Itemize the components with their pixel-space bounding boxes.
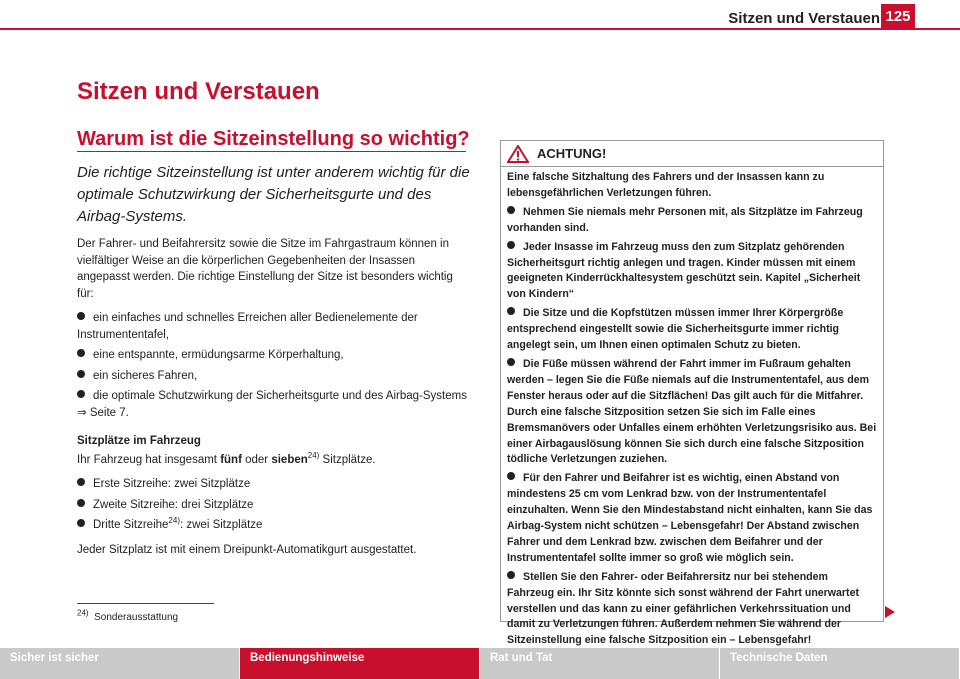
bullet-icon: [77, 478, 85, 486]
next-page-arrow-icon[interactable]: [885, 606, 895, 618]
bullet-icon: [507, 241, 515, 249]
section-rule: [77, 151, 466, 152]
list-item: eine entspannte, ermüdungsarme Körperhaltung,: [77, 347, 471, 364]
section-intro: Die richtige Sitzeinstellung ist unter anderem wichtig für die optimale Schutzwirkung der Sicherheitsgurte und des Airbag-Systems.: [77, 164, 470, 225]
seats-text: Ihr Fahrzeug hat insgesamt fünf oder sieben$^{24)}$ Sitzplätze.: [77, 450, 376, 466]
list-item: ein sicheres Fahren,: [77, 368, 471, 385]
header-rule: [0, 28, 960, 30]
list-item: Zweite Sitzreihe: drei Sitzplätze: [77, 497, 471, 514]
footnote-rule: [77, 603, 214, 604]
warning-item: Die Sitze und die Kopfstützen müssen immer Ihrer Körpergröße entsprechend eingestellt sowie die Sicherheitsgurte immer richtig angelegt sein, um Ihnen einen optimalen Schutz zu bieten.: [507, 307, 844, 352]
bullet-icon: [77, 349, 85, 357]
warning-box: [500, 140, 884, 647]
chapter-title: Sitzen und Verstauen: [77, 78, 320, 105]
section-title: Warum ist die Sitzeinstellung so wichtig?: [77, 128, 470, 150]
list-item: Erste Sitzreihe: zwei Sitzplätze: [77, 476, 471, 493]
warning-item: Die Füße müssen während der Fahrt immer im Fußraum gehalten werden – legen Sie die Füße niemals auf die Instrumententafel, aus dem Fenster heraus oder auf die Sitzflächen! Das gilt auch für die Mitfahrer. Durch eine falsche Sitzposition setzen Sie sich im Falle eines Bremsmanövers oder Unfalles einem erhöhten Verletzungsrisiko aus. Bei einer Airbagauslösung können Sie sich durch eine falsche Sitzposition tödliche Verletzungen zuziehen.: [507, 357, 877, 466]
bullet-icon: [507, 571, 515, 579]
warning-item: Für den Fahrer und Beifahrer ist es wichtig, einen Abstand von mindestens 25 cm vom Lenkrad bzw. von der Instrumententafel einzuhalten. Wenn Sie den Mindestabstand nicht einhalten, kann Sie das Airbag-System nicht schützen – Lebensgefahr! Der Abstand zwischen Fahrer und dem Lenkrad bzw. zwischen dem Beifahrer und der Instrumententafel sollte immer so groß wie möglich sein.: [507, 472, 873, 564]
warning-item: Jeder Insasse im Fahrzeug muss den zum Sitzplatz gehörenden Sicherheitsgurt richtig anlegen und tragen. Kinder müssen mit einem geeigneten Kinderrückhaltesystem geschützt sein. Kapitel „Sicherheit von Kindern“: [507, 240, 861, 301]
warning-header: [501, 141, 883, 167]
footer-tab-sicher[interactable]: Sicher ist sicher: [0, 648, 240, 679]
bullet-icon: [77, 370, 85, 378]
warning-intro: Eine falsche Sitzhaltung des Fahrers und der Insassen kann zu lebensgefährlichen Verletzungen führen.: [507, 171, 825, 199]
body-text: [77, 236, 471, 566]
body-intro: Der Fahrer- und Beifahrersitz sowie die Sitze im Fahrgastraum können in vielfältiger Weise an die körperlichen Gegebenheiten der Insassen angepasst werden. Die richtige Einstellung der Sitze ist besonders wichtig für:: [77, 238, 453, 300]
bullet-icon: [77, 312, 85, 320]
list-item: die optimale Schutzwirkung der Sicherheitsgurte und des Airbag-Systems ⇒ Seite 7.: [77, 390, 467, 419]
footnote-mark: 24): [307, 450, 320, 460]
warning-triangle-icon: [507, 145, 529, 163]
footer-tab-rat-und-tat[interactable]: Rat und Tat: [480, 648, 720, 679]
closing-text: Jeder Sitzplatz ist mit einem Dreipunkt-Automatikgurt ausgestattet.: [77, 543, 417, 556]
list-item: Dritte Sitzreihe$^{24)}$: zwei Sitzplätze: [77, 517, 471, 534]
footer-tab-bedienungshinweise[interactable]: Bedienungshinweise: [240, 648, 480, 679]
bullet-icon: [507, 206, 515, 214]
bullet-icon: [507, 358, 515, 366]
warning-item: Stellen Sie den Fahrer- oder Beifahrersitz nur bei stehendem Fahrzeug ein. Ihr Sitz könnte sich sonst während der Fahrt unerwartet verstellen und das kann zu einer gefährlichen Verkehrssituation und damit zu Verletzungen führen. Außerdem nehmen Sie während der Sitzeinstellung eine falsche Sitzposition ein – Lebensgefahr!: [507, 570, 860, 647]
bullet-icon: [507, 472, 515, 480]
footnote-mark: 24): [168, 516, 180, 526]
warning-body: [501, 167, 883, 649]
page-reference-link[interactable]: ⇒ Seite 7.: [77, 406, 129, 419]
bullet-icon: [77, 499, 85, 507]
footer-nav: [0, 648, 960, 679]
running-header-title: Sitzen und Verstauen: [728, 10, 880, 27]
footnote: $^{24)}$ Sonderausstattung: [77, 608, 179, 623]
bullet-icon: [77, 519, 85, 527]
page-number: 125: [881, 4, 915, 28]
bullet-icon: [507, 307, 515, 315]
warning-label: ACHTUNG!: [537, 146, 607, 161]
warning-item: Nehmen Sie niemals mehr Personen mit, als Sitzplätze im Fahrzeug vorhanden sind.: [507, 205, 863, 234]
footer-tab-technische-daten[interactable]: Technische Daten: [720, 648, 960, 679]
subheading-seats: Sitzplätze im Fahrzeug: [77, 435, 201, 447]
list-item: ein einfaches und schnelles Erreichen aller Bedienelemente der Instrumententafel,: [77, 312, 418, 341]
bullet-icon: [77, 390, 85, 398]
